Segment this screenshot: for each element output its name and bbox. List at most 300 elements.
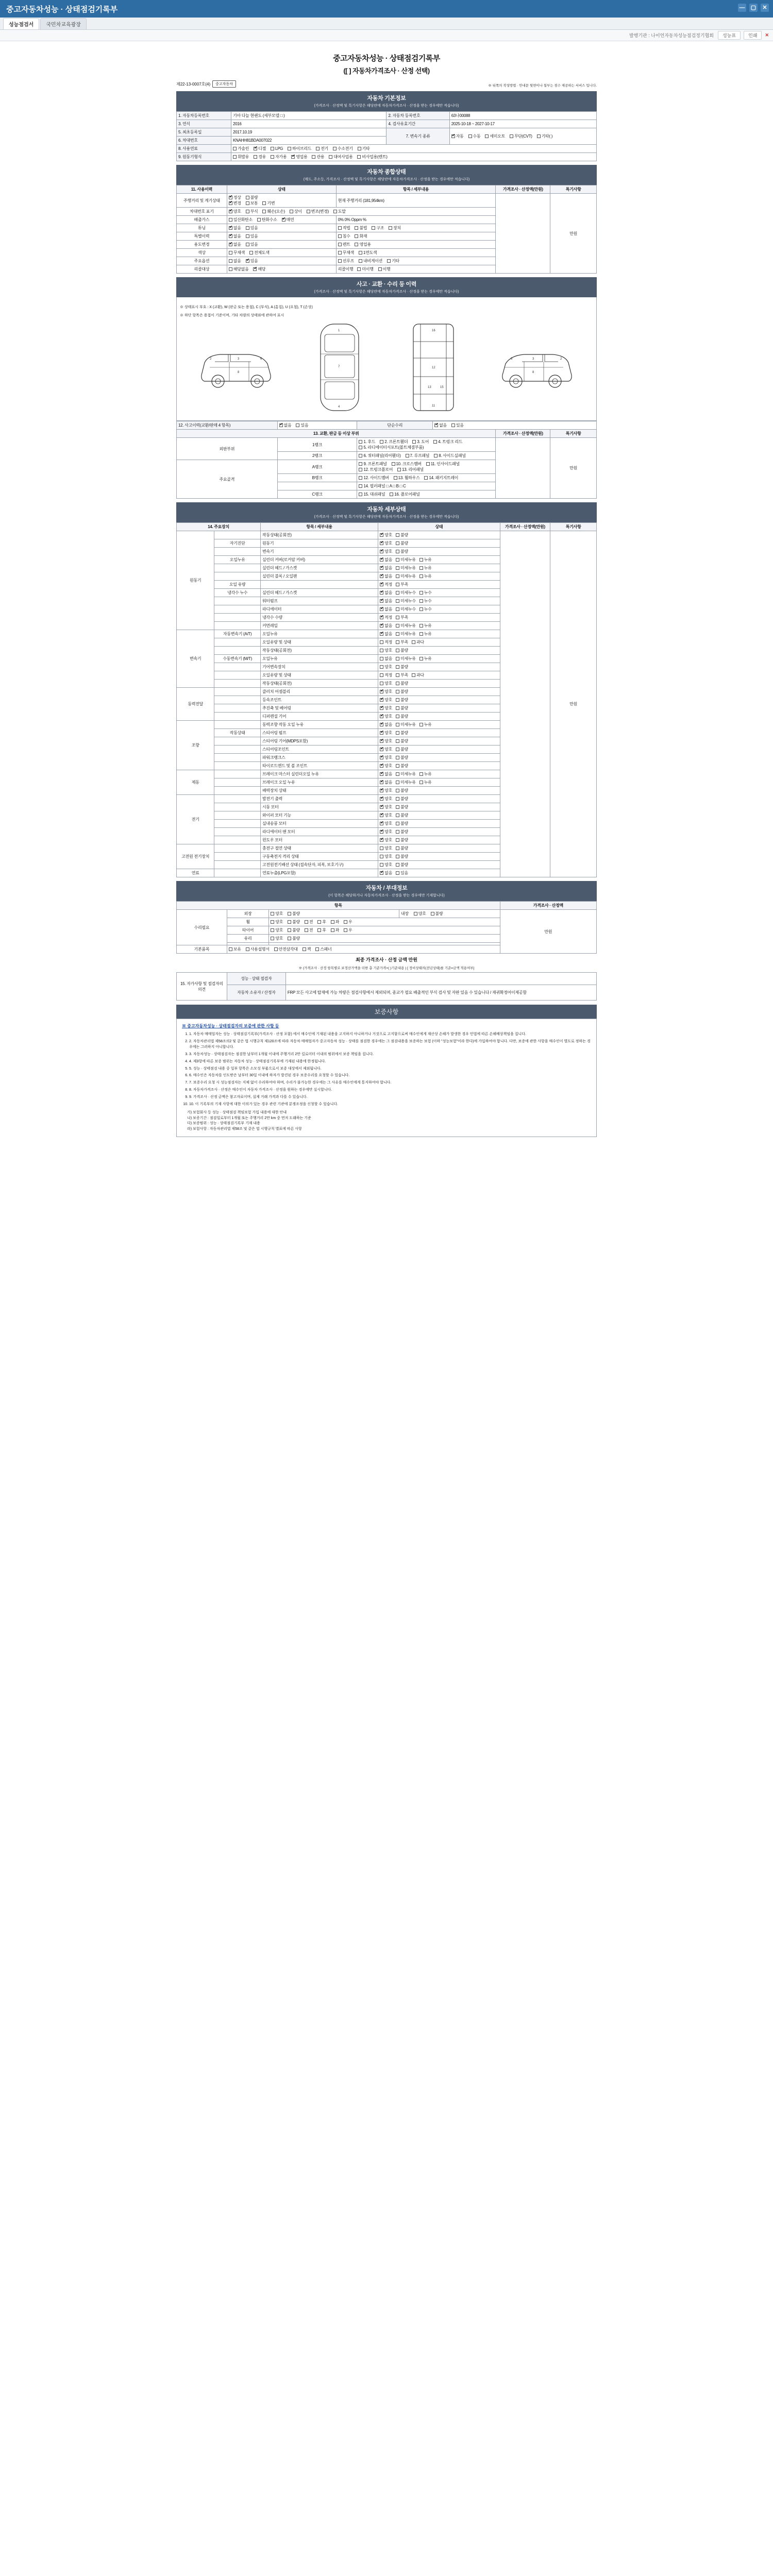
checkbox-icon[interactable] — [329, 155, 332, 159]
checkbox-icon[interactable] — [279, 423, 283, 427]
checkbox-icon[interactable] — [380, 772, 383, 776]
option-없음[interactable] — [380, 598, 392, 604]
option-양호[interactable] — [380, 664, 392, 670]
option-미세누유[interactable] — [396, 771, 416, 777]
option-미세누유[interactable] — [396, 722, 416, 727]
checkbox-icon[interactable] — [394, 476, 397, 480]
checkbox-icon[interactable] — [229, 234, 232, 238]
checkbox-icon[interactable] — [396, 748, 399, 751]
checkbox-icon[interactable] — [271, 912, 274, 916]
checkbox-icon[interactable] — [387, 259, 391, 263]
checkbox-icon[interactable] — [392, 462, 395, 466]
option-불량[interactable] — [396, 763, 408, 769]
checkbox-icon[interactable] — [233, 147, 237, 150]
checkbox-icon[interactable] — [246, 210, 249, 213]
option-적정[interactable] — [380, 672, 392, 678]
option-누유[interactable] — [419, 722, 432, 727]
option-없음[interactable] — [380, 771, 392, 777]
checkbox-icon[interactable] — [380, 863, 383, 867]
checkbox-icon[interactable] — [333, 210, 337, 213]
part-floor-panel[interactable]: 16. 플로어패널 — [390, 492, 419, 497]
part-trunk-floor[interactable]: 12. 트렁크플로어 — [359, 467, 393, 472]
checkbox-icon[interactable] — [396, 632, 399, 636]
checkbox-icon[interactable] — [468, 134, 472, 138]
checkbox-icon[interactable] — [380, 723, 383, 726]
checkbox-icon[interactable] — [380, 550, 383, 553]
pos-front[interactable]: 전 — [305, 927, 313, 933]
checkbox-icon[interactable] — [412, 640, 415, 644]
checkbox-icon[interactable] — [380, 682, 383, 685]
option-누유[interactable] — [419, 573, 432, 579]
checkbox-icon[interactable] — [305, 928, 308, 932]
option-누수[interactable] — [419, 606, 432, 612]
checkbox-icon[interactable] — [380, 756, 383, 759]
checkbox-icon[interactable] — [380, 846, 383, 850]
opt-none[interactable]: ✔ 없음 — [229, 225, 241, 231]
option-불량[interactable] — [396, 837, 408, 843]
opt-replaced[interactable]: 기변 — [262, 200, 275, 206]
option-누유[interactable] — [419, 771, 432, 777]
option-양호[interactable] — [380, 747, 392, 752]
checkbox-icon[interactable] — [396, 706, 399, 710]
part-front-fender[interactable]: 2. 프론트휀더 — [380, 439, 408, 445]
opt-changed[interactable]: ✔변경 — [229, 200, 241, 206]
checkbox-icon[interactable] — [396, 533, 399, 537]
option-mt[interactable]: 수동 — [468, 133, 481, 139]
checkbox-icon[interactable] — [378, 267, 382, 271]
checkbox-icon[interactable] — [419, 781, 423, 784]
checkbox-icon[interactable] — [396, 871, 399, 875]
checkbox-icon[interactable] — [380, 657, 383, 660]
checkbox-icon[interactable] — [419, 591, 423, 595]
checkbox-icon[interactable] — [246, 196, 249, 199]
opt-different[interactable]: 상이 — [290, 209, 302, 214]
checkbox-icon[interactable] — [434, 423, 438, 427]
checkbox-icon[interactable] — [396, 665, 399, 669]
checkbox-icon[interactable] — [312, 155, 315, 159]
tabstrip[interactable] — [0, 18, 773, 30]
opt-damage[interactable]: 훼손(오손) — [262, 209, 284, 214]
option-미세누유[interactable] — [396, 656, 416, 662]
part-side-sill[interactable]: 8. 사이드실패널 — [434, 453, 466, 459]
checkbox-icon[interactable] — [246, 243, 249, 246]
option-양호[interactable] — [380, 648, 392, 653]
option-누유[interactable] — [419, 565, 432, 571]
option-부족[interactable] — [396, 582, 408, 587]
checkbox-icon[interactable] — [380, 558, 383, 562]
minimize-button[interactable]: — — [738, 4, 746, 12]
checkbox-icon[interactable] — [414, 912, 417, 916]
option-미세누수[interactable] — [396, 590, 416, 596]
close-button[interactable]: ✕ — [761, 4, 769, 12]
option-불량[interactable] — [396, 804, 408, 810]
checkbox-icon[interactable] — [396, 558, 399, 562]
tab-education-plaza[interactable]: 국민차교육광장 — [40, 18, 87, 29]
option-양호[interactable] — [380, 812, 392, 818]
option-누수[interactable] — [419, 598, 432, 604]
option-부족[interactable] — [396, 639, 408, 645]
opt-bad[interactable]: 불량 — [246, 195, 258, 200]
checkbox-icon[interactable] — [359, 446, 362, 449]
opt-good[interactable]: 양호 — [271, 919, 283, 925]
option-누유[interactable] — [419, 623, 432, 629]
checkbox-icon[interactable] — [419, 566, 423, 570]
checkbox-icon[interactable] — [396, 814, 399, 817]
checkbox-icon[interactable] — [396, 640, 399, 644]
pos-rear[interactable]: 후 — [317, 919, 326, 925]
checkbox-icon[interactable] — [396, 723, 399, 726]
opt-yes[interactable]: 있음 — [451, 422, 464, 428]
option-있음[interactable] — [396, 870, 408, 876]
checkbox-icon[interactable] — [262, 210, 266, 213]
option-양호[interactable] — [380, 763, 392, 769]
checkbox-icon[interactable] — [380, 731, 383, 735]
checkbox-icon[interactable] — [380, 599, 383, 603]
opt-sunroof[interactable]: 선루프 — [338, 258, 354, 264]
opt-good[interactable]: 양호 — [271, 911, 283, 917]
option-없음[interactable] — [380, 573, 392, 579]
option-양호[interactable] — [380, 738, 392, 744]
checkbox-icon[interactable] — [396, 822, 399, 825]
option-미세누유[interactable] — [396, 557, 416, 563]
checkbox-icon[interactable] — [380, 632, 383, 636]
option-불량[interactable] — [396, 730, 408, 736]
checkbox-icon[interactable] — [537, 134, 541, 138]
checkbox-icon[interactable] — [357, 155, 361, 159]
opt-flood[interactable]: 침수 — [338, 233, 350, 239]
option-양호[interactable] — [380, 697, 392, 703]
checkbox-icon[interactable] — [451, 134, 455, 138]
checkbox-icon[interactable] — [380, 533, 383, 537]
opt-yes[interactable]: 있음 — [246, 242, 258, 247]
checkbox-icon[interactable] — [380, 690, 383, 693]
option-미세누수[interactable] — [396, 606, 416, 612]
opt-none[interactable]: ✔ 없음 — [229, 233, 241, 239]
checkbox-icon[interactable] — [331, 920, 334, 924]
print-button[interactable]: 인쇄 — [744, 31, 762, 40]
checkbox-icon[interactable] — [396, 789, 399, 792]
checkbox-icon[interactable] — [229, 218, 232, 222]
option-불량[interactable] — [396, 714, 408, 719]
checkbox-icon[interactable] — [357, 267, 361, 271]
checkbox-icon[interactable] — [396, 591, 399, 595]
checkbox-icon[interactable] — [380, 855, 383, 858]
checkbox-icon[interactable] — [396, 550, 399, 553]
opt-legal[interactable]: 적법 — [338, 225, 350, 231]
part-rear-panel[interactable]: 13. 리어패널 — [397, 467, 424, 472]
option-불량[interactable] — [396, 845, 408, 851]
opt-manual[interactable]: 사용설명서 — [246, 946, 270, 952]
opt-good[interactable]: 양호 — [414, 911, 426, 917]
part-door[interactable]: 3. 도어 — [412, 439, 429, 445]
checkbox-icon[interactable] — [412, 440, 416, 444]
checkbox-icon[interactable] — [291, 155, 295, 159]
checkbox-icon[interactable] — [271, 155, 274, 159]
checkbox-icon[interactable] — [271, 920, 274, 924]
part-pillar-panel[interactable]: 14. 필러패널 □ A □ B □ C — [359, 483, 406, 489]
checkbox-icon[interactable] — [317, 928, 321, 932]
checkbox-icon[interactable] — [380, 830, 383, 834]
checkbox-icon[interactable] — [380, 805, 383, 809]
checkbox-icon[interactable] — [380, 814, 383, 817]
checkbox-icon[interactable] — [396, 846, 399, 850]
checkbox-icon[interactable] — [229, 267, 232, 271]
option-부족[interactable] — [396, 672, 408, 678]
checkbox-icon[interactable] — [359, 468, 362, 471]
checkbox-icon[interactable] — [229, 196, 232, 199]
part-cross-member[interactable]: 10. 크로스멤버 — [392, 461, 422, 467]
checkbox-icon[interactable] — [229, 226, 232, 230]
checkbox-icon[interactable] — [396, 690, 399, 693]
option-불량[interactable] — [396, 755, 408, 760]
checkbox-icon[interactable] — [396, 673, 399, 677]
option-etc[interactable]: 기타( ) — [537, 133, 553, 139]
checkbox-icon[interactable] — [431, 912, 434, 916]
opt-none[interactable]: ✔ 없음 — [229, 242, 241, 247]
checkbox-icon[interactable] — [380, 440, 383, 444]
option-양호[interactable] — [380, 730, 392, 736]
checkbox-icon[interactable] — [396, 583, 399, 586]
checkbox-icon[interactable] — [359, 493, 362, 496]
opt-fire[interactable]: 화재 — [355, 233, 367, 239]
option-불량[interactable] — [396, 549, 408, 554]
checkbox-icon[interactable] — [419, 632, 423, 636]
opt-hc[interactable]: 탄화수소 — [257, 217, 277, 223]
option-불량[interactable] — [396, 854, 408, 859]
opt-spanner[interactable]: 스패너 — [315, 946, 331, 952]
checkbox-icon[interactable] — [396, 797, 399, 801]
checkbox-icon[interactable] — [380, 706, 383, 710]
checkbox-icon[interactable] — [380, 739, 383, 743]
checkbox-icon[interactable] — [396, 739, 399, 743]
checkbox-icon[interactable] — [331, 928, 334, 932]
checkbox-icon[interactable] — [344, 928, 347, 932]
tab-performance-report[interactable]: 성능점검서 — [3, 18, 39, 29]
opt-none[interactable]: 없음 — [229, 258, 241, 264]
opt-panel-repaint[interactable]: 1면도색 — [359, 250, 377, 256]
opt-bad[interactable]: 불량 — [288, 927, 300, 933]
fuel-option-hydrogen[interactable]: 수소전기 — [333, 146, 353, 151]
checkbox-icon[interactable] — [380, 616, 383, 619]
checkbox-icon[interactable] — [229, 251, 232, 255]
option-없음[interactable] — [380, 779, 392, 785]
opt-structure[interactable]: 구조 — [372, 225, 384, 231]
opt-yes[interactable]: 있음 — [296, 422, 308, 428]
part-side-member[interactable]: 12. 사이드멤버 — [359, 475, 389, 481]
opt-good[interactable]: 양호 — [271, 927, 283, 933]
checkbox-icon[interactable] — [338, 243, 342, 246]
fuel-option-electric[interactable]: 전기 — [316, 146, 328, 151]
option-미세누유[interactable] — [396, 623, 416, 629]
checkbox-icon[interactable] — [396, 607, 399, 611]
checkbox-icon[interactable] — [358, 147, 361, 150]
checkbox-icon[interactable] — [262, 201, 266, 205]
checkbox-icon[interactable] — [419, 599, 423, 603]
checkbox-icon[interactable] — [396, 863, 399, 867]
checkbox-icon[interactable] — [317, 920, 321, 924]
checkbox-icon[interactable] — [451, 423, 455, 427]
checkbox-icon[interactable] — [389, 226, 392, 230]
opt-co[interactable]: 일산화탄소 — [229, 217, 253, 223]
checkbox-icon[interactable] — [380, 583, 383, 586]
checkbox-icon[interactable] — [254, 155, 257, 159]
checkbox-icon[interactable] — [303, 947, 306, 951]
checkbox-icon[interactable] — [424, 476, 428, 480]
opt-good[interactable]: 양호 — [271, 936, 283, 941]
checkbox-icon[interactable] — [396, 756, 399, 759]
option-양호[interactable] — [380, 681, 392, 686]
option-양호[interactable] — [380, 714, 392, 719]
checkbox-icon[interactable] — [246, 234, 249, 238]
checkbox-icon[interactable] — [257, 218, 261, 222]
fuel-option-etc[interactable]: 기타 — [358, 146, 370, 151]
checkbox-icon[interactable] — [338, 234, 342, 238]
option-양호[interactable] — [380, 862, 392, 868]
checkbox-icon[interactable] — [380, 698, 383, 702]
opt-rent[interactable]: 렌트 — [338, 242, 350, 247]
option-누유[interactable] — [419, 631, 432, 637]
part-quarter-panel[interactable]: 6. 쿼터패널(리어휀더) — [359, 453, 400, 459]
opt-good[interactable]: ✔ 양호 — [229, 209, 241, 214]
checkbox-icon[interactable] — [396, 649, 399, 652]
option-양호[interactable] — [380, 532, 392, 538]
checkbox-icon[interactable] — [397, 468, 401, 471]
checkbox-icon[interactable] — [233, 155, 237, 159]
opt-erased[interactable]: 도말 — [333, 209, 346, 214]
part-roof-panel[interactable]: 7. 루프패널 — [406, 453, 430, 459]
checkbox-icon[interactable] — [380, 781, 383, 784]
option-적정[interactable] — [380, 582, 392, 587]
opt-yes[interactable]: 있음 — [246, 233, 258, 239]
checkbox-icon[interactable] — [396, 715, 399, 718]
checkbox-icon[interactable] — [419, 607, 423, 611]
checkbox-icon[interactable] — [390, 493, 393, 496]
checkbox-icon[interactable] — [271, 937, 274, 940]
window-controls[interactable] — [738, 4, 769, 12]
option-불량[interactable] — [396, 862, 408, 868]
checkbox-icon[interactable] — [333, 147, 337, 150]
checkbox-icon[interactable] — [396, 830, 399, 834]
part-package-tray[interactable]: 14. 패키지트레이 — [424, 475, 458, 481]
fuel-option-diesel[interactable]: ✔ 디젤 — [254, 146, 266, 151]
checkbox-icon[interactable] — [315, 947, 319, 951]
checkbox-icon[interactable] — [359, 259, 362, 263]
checkbox-icon[interactable] — [380, 591, 383, 595]
checkbox-icon[interactable] — [359, 462, 362, 466]
checkbox-icon[interactable] — [359, 251, 362, 255]
checkbox-icon[interactable] — [274, 947, 278, 951]
opt-corrosion[interactable]: 부식 — [246, 209, 258, 214]
opt-triangle[interactable]: 안전삼각대 — [274, 946, 298, 952]
part-trunk-lid[interactable]: 4. 트렁크 리드 — [433, 439, 462, 445]
pos-right[interactable]: 우 — [344, 927, 352, 933]
opt-none[interactable]: ✔ 없음 — [279, 422, 292, 428]
option-양호[interactable] — [380, 788, 392, 793]
checkbox-icon[interactable] — [290, 210, 293, 213]
checkbox-icon[interactable] — [355, 243, 358, 246]
fuel-option-gasoline[interactable]: 가솔린 — [233, 146, 249, 151]
opt-applicable[interactable]: ✔ 해당 — [253, 266, 265, 272]
usage-option-gasoline[interactable]: 휘발유 — [233, 154, 249, 160]
checkbox-icon[interactable] — [412, 673, 415, 677]
option-누유[interactable] — [419, 779, 432, 785]
checkbox-icon[interactable] — [355, 226, 358, 230]
checkbox-icon[interactable] — [338, 259, 342, 263]
opt-done[interactable]: 이행 — [378, 266, 391, 272]
opt-not-done[interactable]: 미이행 — [357, 266, 373, 272]
checkbox-icon[interactable] — [355, 234, 358, 238]
checkbox-icon[interactable] — [316, 147, 320, 150]
opt-achromatic2[interactable]: 무채색 — [338, 250, 354, 256]
option-양호[interactable] — [380, 829, 392, 835]
checkbox-icon[interactable] — [433, 440, 437, 444]
checkbox-icon[interactable] — [396, 574, 399, 578]
option-불량[interactable] — [396, 689, 408, 694]
checkbox-icon[interactable] — [396, 657, 399, 660]
checkbox-icon[interactable] — [419, 624, 423, 628]
checkbox-icon[interactable] — [359, 484, 362, 488]
checkbox-icon[interactable] — [305, 920, 308, 924]
checkbox-icon[interactable] — [338, 251, 342, 255]
opt-ok[interactable]: ✔정상 — [229, 195, 241, 200]
pos-left[interactable]: 좌 — [331, 919, 339, 925]
option-부족[interactable] — [396, 615, 408, 620]
checkbox-icon[interactable] — [229, 210, 232, 213]
option-불량[interactable] — [396, 664, 408, 670]
checkbox-icon[interactable] — [419, 558, 423, 562]
checkbox-icon[interactable] — [271, 928, 274, 932]
option-미세누유[interactable] — [396, 631, 416, 637]
checkbox-icon[interactable] — [396, 616, 399, 619]
option-없음[interactable] — [380, 870, 392, 876]
part-dash-panel[interactable]: 15. 대쉬패널 — [359, 492, 385, 497]
usage-option-diesel[interactable]: 경유 — [254, 154, 266, 160]
opt-smoke[interactable]: ✔ 매연 — [282, 217, 294, 223]
checkbox-icon[interactable] — [396, 541, 399, 545]
checkbox-icon[interactable] — [380, 764, 383, 768]
part-inside-panel[interactable]: 11. 인사이드패널 — [426, 461, 460, 467]
option-양호[interactable] — [380, 796, 392, 802]
option-불량[interactable] — [396, 812, 408, 818]
opt-navigation[interactable]: 내비게이션 — [359, 258, 382, 264]
usage-option-rental[interactable]: 대여사업용 — [329, 154, 352, 160]
checkbox-icon[interactable] — [396, 838, 399, 842]
option-적정[interactable] — [380, 639, 392, 645]
option-양호[interactable] — [380, 755, 392, 760]
value-inspector-opinion[interactable] — [285, 973, 596, 985]
checkbox-icon[interactable] — [510, 134, 513, 138]
checkbox-icon[interactable] — [372, 226, 375, 230]
option-semi[interactable]: 세미오토 — [485, 133, 505, 139]
checkbox-icon[interactable] — [338, 226, 342, 230]
checkbox-icon[interactable] — [419, 657, 423, 660]
checkbox-icon[interactable] — [419, 772, 423, 776]
option-불량[interactable] — [396, 821, 408, 826]
option-미세누유[interactable] — [396, 779, 416, 785]
checkbox-icon[interactable] — [396, 731, 399, 735]
option-없음[interactable] — [380, 722, 392, 727]
checkbox-icon[interactable] — [296, 423, 299, 427]
option-없음[interactable] — [380, 656, 392, 662]
checkbox-icon[interactable] — [380, 871, 383, 875]
option-불량[interactable] — [396, 738, 408, 744]
opt-altered[interactable]: 변조(변경) — [307, 209, 329, 214]
option-누수[interactable] — [419, 590, 432, 596]
checkbox-icon[interactable] — [380, 748, 383, 751]
checkbox-icon[interactable] — [246, 947, 249, 951]
option-미세누유[interactable] — [396, 565, 416, 571]
checkbox-icon[interactable] — [288, 920, 291, 924]
